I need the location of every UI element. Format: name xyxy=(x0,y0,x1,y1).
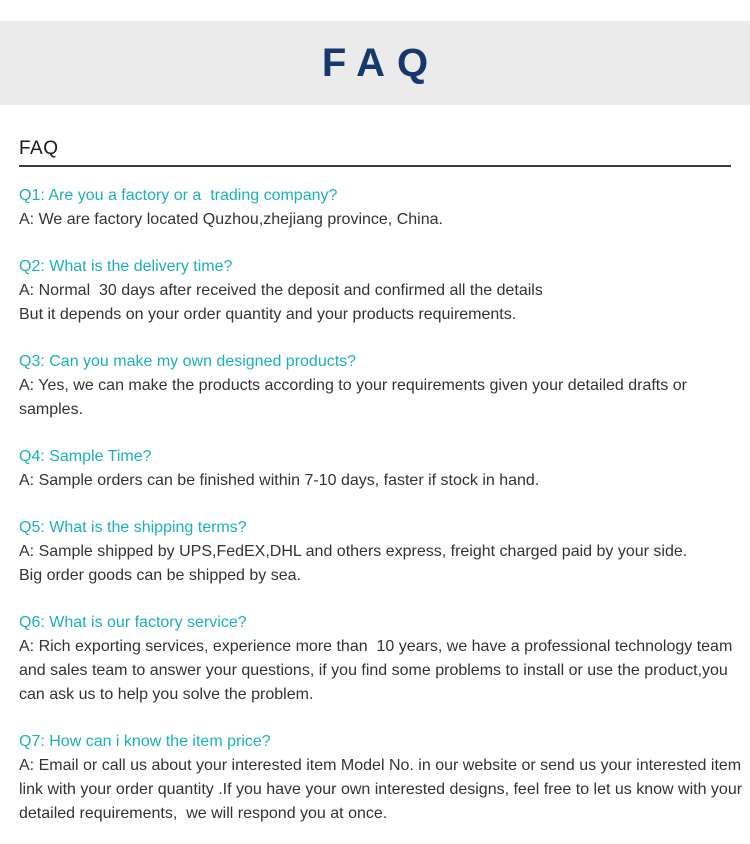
answer-q3-line2: samples. xyxy=(19,401,84,418)
answer-q3-line1: A: Yes, we can make the products according to your requirements given your detailed drafts or xyxy=(19,377,687,394)
answer-q7-line2: link with your order quantity .If you have your own interested designs, feel free to let us know with your xyxy=(19,781,743,798)
question-q5: Q5: What is the shipping terms? xyxy=(19,519,247,536)
question-q2: Q2: What is the delivery time? xyxy=(19,258,233,275)
faq-banner xyxy=(0,21,750,105)
answer-q7-line3: detailed requirements, we will respond you at once. xyxy=(19,805,388,822)
faq-list xyxy=(19,167,743,826)
faq-item-q1 xyxy=(19,184,731,232)
top-white-strip xyxy=(0,0,750,21)
question-q3: Q3: Can you make my own designed products? xyxy=(19,353,357,370)
faq-item-q5 xyxy=(19,516,731,588)
answer-q4-line1: A: Sample orders can be finished within 7-10 days, faster if stock in hand. xyxy=(19,472,540,489)
section-heading: FAQ xyxy=(19,138,731,167)
faq-item-q7 xyxy=(19,730,743,826)
answer-q7-line1: A: Email or call us about your interested item Model No. in our website or send us your interested item xyxy=(19,757,742,774)
faq-item-q6 xyxy=(19,611,731,707)
answer-q6-line3: can ask us to help you solve the problem. xyxy=(19,686,314,703)
answer-q5-line1: A: Sample shipped by UPS,FedEX,DHL and others express, freight charged paid by your side. xyxy=(19,543,688,560)
answer-q6-line2: and sales team to answer your questions, if you find some problems to install or use the product,you xyxy=(19,662,728,679)
question-q4: Q4: Sample Time? xyxy=(19,448,152,465)
banner-title: FAQ xyxy=(321,41,441,85)
faq-content xyxy=(0,138,750,826)
answer-q2-line2: But it depends on your order quantity and your products requirements. xyxy=(19,306,517,323)
question-q1: Q1: Are you a factory or a trading company? xyxy=(19,187,338,204)
answer-q5-line2: Big order goods can be shipped by sea. xyxy=(19,567,301,584)
answer-q2-line1: A: Normal 30 days after received the deposit and confirmed all the details xyxy=(19,282,543,299)
faq-item-q4 xyxy=(19,445,731,493)
question-q6: Q6: What is our factory service? xyxy=(19,614,247,631)
faq-item-q2 xyxy=(19,255,731,327)
answer-q6-line1: A: Rich exporting services, experience more than 10 years, we have a professional technology team xyxy=(19,638,733,655)
answer-q1-line1: A: We are factory located Quzhou,zhejiang province, China. xyxy=(19,211,443,228)
faq-item-q3 xyxy=(19,350,731,422)
question-q7: Q7: How can i know the item price? xyxy=(19,733,271,750)
